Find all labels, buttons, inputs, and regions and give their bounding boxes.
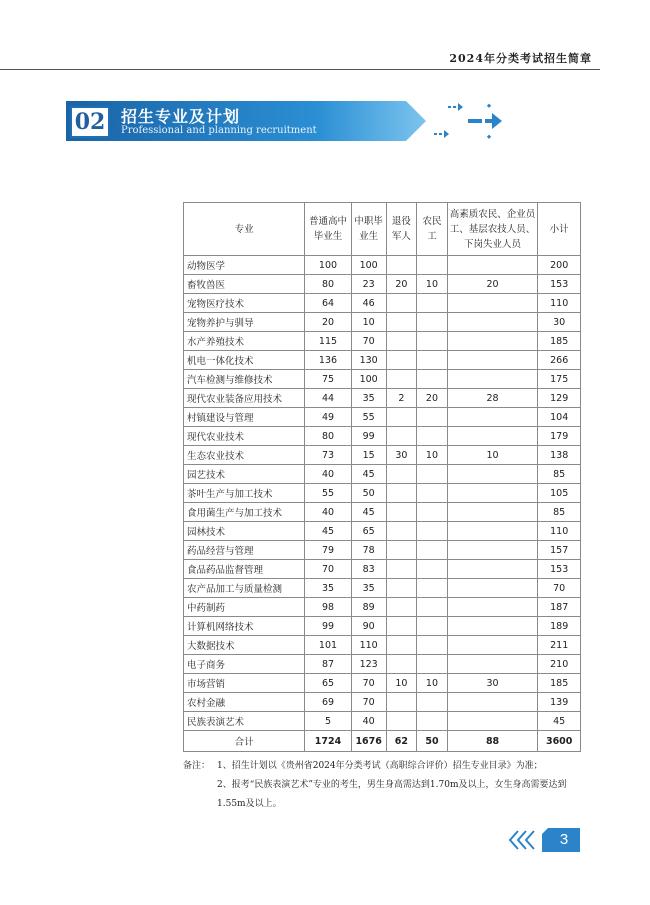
table-cell bbox=[417, 598, 448, 617]
table-cell bbox=[447, 712, 538, 731]
table-cell: 50 bbox=[417, 731, 448, 752]
table-cell bbox=[447, 598, 538, 617]
table-row bbox=[184, 598, 581, 617]
major-name: 食品药品监督管理 bbox=[184, 560, 305, 579]
table-row bbox=[184, 446, 581, 465]
table-cell: 3600 bbox=[538, 731, 581, 752]
table-row bbox=[184, 484, 581, 503]
major-name: 畜牧兽医 bbox=[184, 275, 305, 294]
table-cell: 87 bbox=[305, 655, 351, 674]
table-cell: 110 bbox=[351, 636, 386, 655]
table-cell: 46 bbox=[351, 294, 386, 313]
table-cell bbox=[386, 541, 417, 560]
table-cell bbox=[386, 313, 417, 332]
table-row bbox=[184, 294, 581, 313]
table-cell: 110 bbox=[538, 522, 581, 541]
table-cell: 210 bbox=[538, 655, 581, 674]
table-cell: 45 bbox=[538, 712, 581, 731]
table-cell bbox=[417, 503, 448, 522]
table-cell: 136 bbox=[305, 351, 351, 370]
table-cell: 75 bbox=[305, 370, 351, 389]
table-cell: 55 bbox=[305, 484, 351, 503]
table-cell: 83 bbox=[351, 560, 386, 579]
table-row bbox=[184, 370, 581, 389]
table-cell: 1724 bbox=[305, 731, 351, 752]
table-cell: 65 bbox=[351, 522, 386, 541]
major-name: 大数据技术 bbox=[184, 636, 305, 655]
table-cell: 50 bbox=[351, 484, 386, 503]
table-cell: 10 bbox=[417, 446, 448, 465]
table-cell: 20 bbox=[447, 275, 538, 294]
table-cell: 100 bbox=[351, 370, 386, 389]
col-header-major: 专业 bbox=[184, 203, 305, 256]
document-header-title: 2024年分类考试招生简章 bbox=[449, 52, 592, 65]
table-cell bbox=[386, 598, 417, 617]
table-cell bbox=[447, 655, 538, 674]
table-cell bbox=[386, 522, 417, 541]
table-cell: 10 bbox=[417, 674, 448, 693]
table-cell: 110 bbox=[538, 294, 581, 313]
table-cell bbox=[447, 579, 538, 598]
table-cell: 35 bbox=[305, 579, 351, 598]
table-cell: 101 bbox=[305, 636, 351, 655]
table-cell bbox=[386, 427, 417, 446]
table-cell: 90 bbox=[351, 617, 386, 636]
table-cell bbox=[417, 465, 448, 484]
table-cell: 70 bbox=[351, 693, 386, 712]
table-cell bbox=[447, 427, 538, 446]
table-cell bbox=[417, 522, 448, 541]
table-row bbox=[184, 427, 581, 446]
major-name: 药品经营与管理 bbox=[184, 541, 305, 560]
table-cell bbox=[386, 503, 417, 522]
table-cell: 15 bbox=[351, 446, 386, 465]
table-cell: 179 bbox=[538, 427, 581, 446]
col-header-subtotal: 小计 bbox=[538, 203, 581, 256]
col-header-other-groups: 高素质农民、企业员工、基层农技人员、下岗失业人员 bbox=[447, 203, 538, 256]
table-cell bbox=[447, 484, 538, 503]
section-title: 招生专业及计划 bbox=[121, 107, 241, 126]
table-cell: 100 bbox=[305, 256, 351, 275]
table-cell bbox=[386, 484, 417, 503]
major-name: 现代农业装备应用技术 bbox=[184, 389, 305, 408]
table-cell bbox=[386, 712, 417, 731]
col-header-veterans: 退役军人 bbox=[386, 203, 417, 256]
table-cell bbox=[386, 560, 417, 579]
table-cell bbox=[417, 313, 448, 332]
table-cell: 40 bbox=[305, 465, 351, 484]
table-cell: 5 bbox=[305, 712, 351, 731]
header-divider bbox=[0, 69, 600, 70]
major-name: 中药制药 bbox=[184, 598, 305, 617]
table-cell: 79 bbox=[305, 541, 351, 560]
table-cell bbox=[417, 484, 448, 503]
table-cell bbox=[447, 313, 538, 332]
table-row bbox=[184, 503, 581, 522]
major-name: 宠物养护与驯导 bbox=[184, 313, 305, 332]
col-header-migrant-workers: 农民工 bbox=[417, 203, 448, 256]
table-cell bbox=[447, 408, 538, 427]
table-row bbox=[184, 256, 581, 275]
table-cell bbox=[386, 351, 417, 370]
table-cell: 139 bbox=[538, 693, 581, 712]
table-cell: 70 bbox=[351, 332, 386, 351]
table-cell: 70 bbox=[538, 579, 581, 598]
table-cell bbox=[417, 294, 448, 313]
total-label: 合计 bbox=[184, 731, 305, 752]
table-cell: 78 bbox=[351, 541, 386, 560]
table-cell: 175 bbox=[538, 370, 581, 389]
major-name: 电子商务 bbox=[184, 655, 305, 674]
table-cell bbox=[386, 408, 417, 427]
table-cell: 35 bbox=[351, 579, 386, 598]
table-cell: 45 bbox=[351, 503, 386, 522]
table-cell: 88 bbox=[447, 731, 538, 752]
table-cell: 100 bbox=[351, 256, 386, 275]
table-cell bbox=[447, 332, 538, 351]
notes-section bbox=[183, 757, 583, 814]
table-cell: 130 bbox=[351, 351, 386, 370]
table-cell: 157 bbox=[538, 541, 581, 560]
table-cell bbox=[417, 427, 448, 446]
major-name: 机电一体化技术 bbox=[184, 351, 305, 370]
section-subtitle: Professional and planning recruitment bbox=[121, 125, 317, 136]
table-row bbox=[184, 541, 581, 560]
table-row bbox=[184, 674, 581, 693]
table-cell bbox=[417, 712, 448, 731]
table-total-row bbox=[184, 731, 581, 752]
table-cell bbox=[447, 351, 538, 370]
table-cell bbox=[386, 655, 417, 674]
table-cell: 10 bbox=[386, 674, 417, 693]
enrollment-plan-table bbox=[183, 202, 581, 752]
table-header-row bbox=[184, 203, 581, 256]
table-cell: 211 bbox=[538, 636, 581, 655]
table-cell: 28 bbox=[447, 389, 538, 408]
table-cell bbox=[386, 370, 417, 389]
table-cell bbox=[417, 636, 448, 655]
table-cell: 85 bbox=[538, 503, 581, 522]
table-cell bbox=[417, 351, 448, 370]
table-cell: 70 bbox=[305, 560, 351, 579]
table-cell bbox=[447, 560, 538, 579]
table-cell bbox=[417, 560, 448, 579]
table-cell bbox=[386, 256, 417, 275]
page-number: 3 bbox=[559, 831, 569, 848]
table-cell: 64 bbox=[305, 294, 351, 313]
table-cell: 189 bbox=[538, 617, 581, 636]
table-cell: 65 bbox=[305, 674, 351, 693]
major-name: 现代农业技术 bbox=[184, 427, 305, 446]
table-cell bbox=[417, 655, 448, 674]
table-cell bbox=[417, 256, 448, 275]
table-cell: 62 bbox=[386, 731, 417, 752]
table-cell: 40 bbox=[351, 712, 386, 731]
table-row bbox=[184, 655, 581, 674]
table-row bbox=[184, 275, 581, 294]
table-cell: 200 bbox=[538, 256, 581, 275]
table-cell: 30 bbox=[538, 313, 581, 332]
decorative-arrows-icon bbox=[430, 100, 510, 145]
table-cell bbox=[386, 579, 417, 598]
table-row bbox=[184, 579, 581, 598]
section-banner bbox=[66, 101, 426, 141]
table-cell bbox=[447, 522, 538, 541]
table-cell bbox=[386, 294, 417, 313]
table-row bbox=[184, 313, 581, 332]
table-row bbox=[184, 693, 581, 712]
table-cell: 185 bbox=[538, 332, 581, 351]
table-cell: 104 bbox=[538, 408, 581, 427]
major-name: 园艺技术 bbox=[184, 465, 305, 484]
table-cell bbox=[447, 617, 538, 636]
table-cell: 40 bbox=[305, 503, 351, 522]
table-cell: 123 bbox=[351, 655, 386, 674]
table-cell: 153 bbox=[538, 560, 581, 579]
table-cell: 70 bbox=[351, 674, 386, 693]
table-cell bbox=[447, 541, 538, 560]
table-cell: 153 bbox=[538, 275, 581, 294]
table-row bbox=[184, 712, 581, 731]
col-header-high-school: 普通高中毕业生 bbox=[305, 203, 351, 256]
table-cell bbox=[447, 693, 538, 712]
table-cell bbox=[386, 693, 417, 712]
note-item: 2、报考“民族表演艺术”专业的考生，男生身高需达到1.70m及以上，女生身高需要达到1.55m及以上。 bbox=[217, 780, 567, 809]
major-name: 市场营销 bbox=[184, 674, 305, 693]
table-row bbox=[184, 408, 581, 427]
table-cell: 80 bbox=[305, 275, 351, 294]
table-cell: 98 bbox=[305, 598, 351, 617]
table-cell: 10 bbox=[447, 446, 538, 465]
table-cell: 69 bbox=[305, 693, 351, 712]
major-name: 园林技术 bbox=[184, 522, 305, 541]
table-cell: 44 bbox=[305, 389, 351, 408]
table-cell: 35 bbox=[351, 389, 386, 408]
major-name: 农产品加工与质量检测 bbox=[184, 579, 305, 598]
table-cell: 115 bbox=[305, 332, 351, 351]
table-cell: 99 bbox=[305, 617, 351, 636]
table-cell bbox=[417, 408, 448, 427]
table-cell: 73 bbox=[305, 446, 351, 465]
major-name: 生态农业技术 bbox=[184, 446, 305, 465]
major-name: 农村金融 bbox=[184, 693, 305, 712]
section-number: 02 bbox=[70, 106, 110, 138]
table-cell bbox=[386, 617, 417, 636]
major-name: 动物医学 bbox=[184, 256, 305, 275]
table-cell bbox=[447, 503, 538, 522]
major-name: 计算机网络技术 bbox=[184, 617, 305, 636]
major-name: 汽车检测与维修技术 bbox=[184, 370, 305, 389]
table-cell: 30 bbox=[386, 446, 417, 465]
table-cell bbox=[447, 256, 538, 275]
table-cell bbox=[447, 294, 538, 313]
table-cell: 187 bbox=[538, 598, 581, 617]
table-cell: 85 bbox=[538, 465, 581, 484]
table-cell bbox=[386, 332, 417, 351]
table-cell: 80 bbox=[305, 427, 351, 446]
table-row bbox=[184, 465, 581, 484]
table-row bbox=[184, 522, 581, 541]
major-name: 民族表演艺术 bbox=[184, 712, 305, 731]
table-cell: 45 bbox=[305, 522, 351, 541]
major-name: 食用菌生产与加工技术 bbox=[184, 503, 305, 522]
table-row bbox=[184, 351, 581, 370]
major-name: 水产养殖技术 bbox=[184, 332, 305, 351]
table-cell: 20 bbox=[386, 275, 417, 294]
table-cell: 20 bbox=[417, 389, 448, 408]
table-cell bbox=[386, 636, 417, 655]
table-cell: 55 bbox=[351, 408, 386, 427]
table-cell: 266 bbox=[538, 351, 581, 370]
table-cell bbox=[417, 579, 448, 598]
notes-label: 备注： bbox=[183, 761, 211, 771]
table-cell: 1676 bbox=[351, 731, 386, 752]
table-cell bbox=[447, 636, 538, 655]
major-name: 茶叶生产与加工技术 bbox=[184, 484, 305, 503]
table-cell: 99 bbox=[351, 427, 386, 446]
table-row bbox=[184, 389, 581, 408]
table-cell: 23 bbox=[351, 275, 386, 294]
table-cell: 10 bbox=[417, 275, 448, 294]
table-cell: 30 bbox=[447, 674, 538, 693]
table-cell bbox=[417, 541, 448, 560]
table-cell: 45 bbox=[351, 465, 386, 484]
note-item: 1、招生计划以《贵州省2024年分类考试（高职综合评价）招生专业目录》为准； bbox=[217, 761, 543, 771]
table-row bbox=[184, 617, 581, 636]
table-cell: 2 bbox=[386, 389, 417, 408]
col-header-vocational: 中职毕业生 bbox=[351, 203, 386, 256]
table-cell: 10 bbox=[351, 313, 386, 332]
major-name: 宠物医疗技术 bbox=[184, 294, 305, 313]
table-cell bbox=[417, 332, 448, 351]
table-cell bbox=[417, 370, 448, 389]
table-cell bbox=[447, 465, 538, 484]
table-cell: 138 bbox=[538, 446, 581, 465]
table-row bbox=[184, 332, 581, 351]
table-cell: 185 bbox=[538, 674, 581, 693]
table-row bbox=[184, 636, 581, 655]
table-cell: 49 bbox=[305, 408, 351, 427]
table-cell bbox=[417, 617, 448, 636]
table-cell bbox=[447, 370, 538, 389]
major-name: 村镇建设与管理 bbox=[184, 408, 305, 427]
table-cell: 129 bbox=[538, 389, 581, 408]
table-cell bbox=[386, 465, 417, 484]
table-row bbox=[184, 560, 581, 579]
table-cell: 20 bbox=[305, 313, 351, 332]
table-cell: 105 bbox=[538, 484, 581, 503]
table-cell bbox=[417, 693, 448, 712]
table-cell: 89 bbox=[351, 598, 386, 617]
